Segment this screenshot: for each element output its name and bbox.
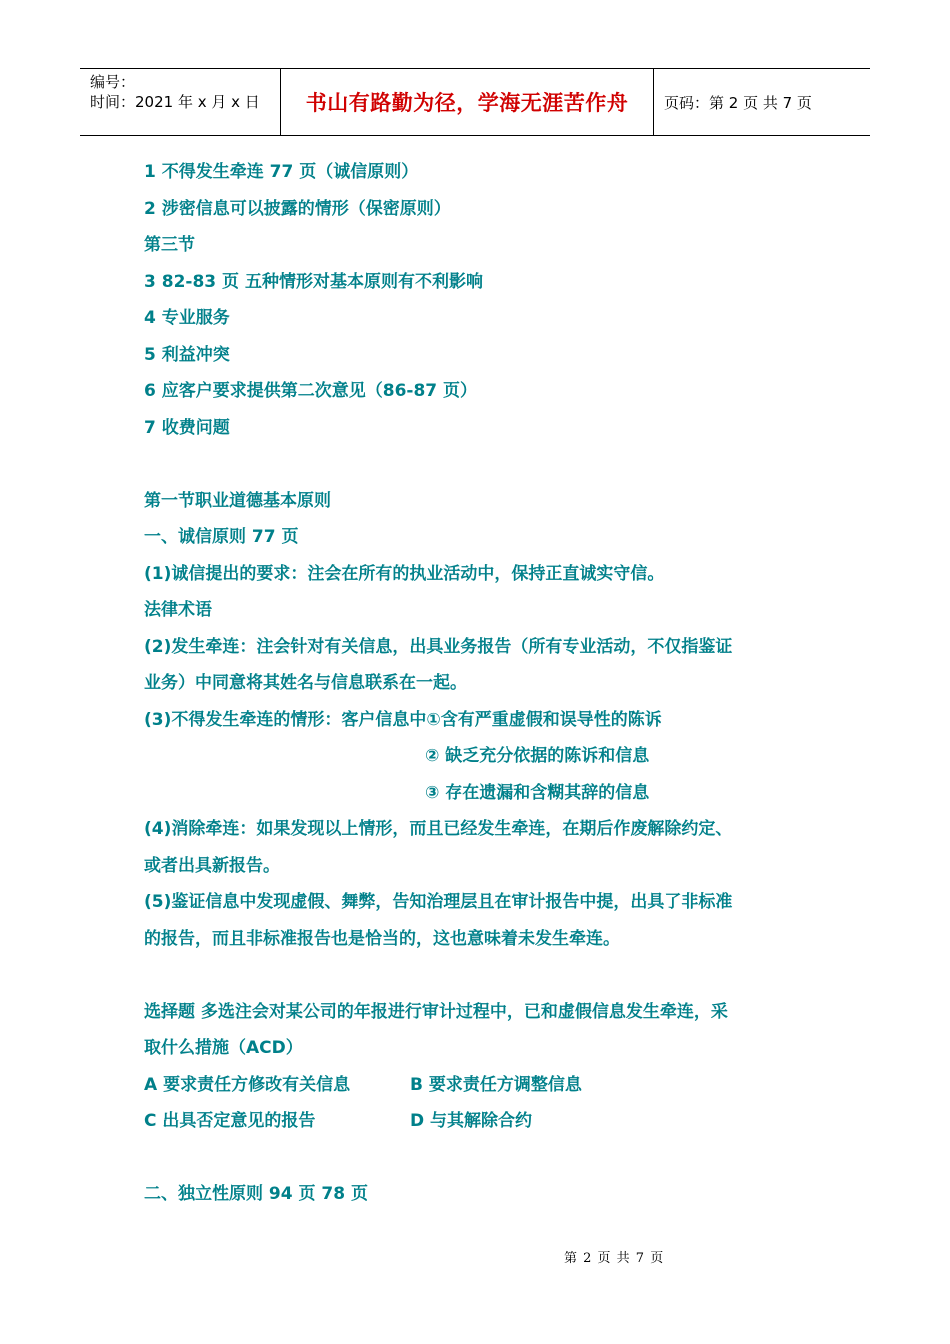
subsection-heading: 二、独立性原则 94 页 78 页 xyxy=(144,1184,368,1204)
choice-option: D 与其解除合约 xyxy=(410,1111,533,1131)
text-line-indented: ② 缺乏充分依据的陈诉和信息 xyxy=(425,746,650,766)
text-line: (4)消除牵连：如果发现以上情形，而且已经发生牵连，在期后作废解除约定、 xyxy=(144,819,733,839)
choice-option: C 出具否定意见的报告 xyxy=(144,1111,316,1131)
text-line: 业务）中同意将其姓名与信息联系在一起。 xyxy=(144,673,467,693)
blank-line xyxy=(144,957,824,994)
number-label: 编号： xyxy=(90,73,136,91)
section-heading: 第三节 xyxy=(144,235,195,255)
question-line: 取什么措施（ACD） xyxy=(144,1038,303,1058)
blank-line xyxy=(144,446,824,483)
text-line: 6 应客户要求提供第二次意见（86-87 页） xyxy=(144,381,478,401)
text-line: 或者出具新报告。 xyxy=(144,855,280,876)
text-line: 的报告，而且非标准报告也是恰当的，这也意味着未发生牵连。 xyxy=(144,928,620,949)
text-line: 1 不得发生牵连 77 页（诚信原则） xyxy=(144,162,419,182)
text-line: 3 82-83 页 五种情形对基本原则有不利影响 xyxy=(144,271,483,292)
section-heading: 第一节职业道德基本原则 xyxy=(144,490,331,511)
question-line: 选择题 多选注会对某公司的年报进行审计过程中，已和虚假信息发生牵连，采 xyxy=(144,1001,728,1022)
time-label: 时间：2021 年 x 月 x 日 xyxy=(90,93,260,111)
header-motto: 书山有路勤为径，学海无涯苦作舟 xyxy=(281,69,654,135)
page-header xyxy=(80,68,870,136)
text-line: 7 收费问题 xyxy=(144,417,230,438)
text-line: 4 专业服务 xyxy=(144,308,230,328)
choice-option: B 要求责任方调整信息 xyxy=(410,1074,582,1095)
header-page-info: 页码：第 2 页 共 7 页 xyxy=(664,93,812,112)
header-meta xyxy=(80,69,281,135)
text-line: 2 涉密信息可以披露的情形（保密原则） xyxy=(144,198,451,219)
text-line-indented: ③ 存在遗漏和含糊其辞的信息 xyxy=(425,782,650,803)
blank-line xyxy=(144,1140,824,1177)
document-body xyxy=(144,154,824,1213)
text-line: (3)不得发生牵连的情形：客户信息中①含有严重虚假和误导性的陈诉 xyxy=(144,709,662,730)
text-line: (1)诚信提出的要求：注会在所有的执业活动中，保持正直诚实守信。 xyxy=(144,563,665,584)
text-line: (5)鉴证信息中发现虚假、舞弊，告知治理层且在审计报告中提，出具了非标准 xyxy=(144,892,733,912)
footer-page-number: 第 2 页 共 7 页 xyxy=(564,1251,665,1266)
choice-option: A 要求责任方修改有关信息 xyxy=(144,1074,351,1095)
subsection-heading: 一、诚信原则 77 页 xyxy=(144,527,299,547)
text-line: 5 利益冲突 xyxy=(144,344,230,365)
text-line: 法律术语 xyxy=(144,600,212,620)
choice-row xyxy=(144,1103,824,1140)
choice-row xyxy=(144,1067,824,1104)
text-line: (2)发生牵连：注会针对有关信息，出具业务报告（所有专业活动，不仅指鉴证 xyxy=(144,636,733,657)
